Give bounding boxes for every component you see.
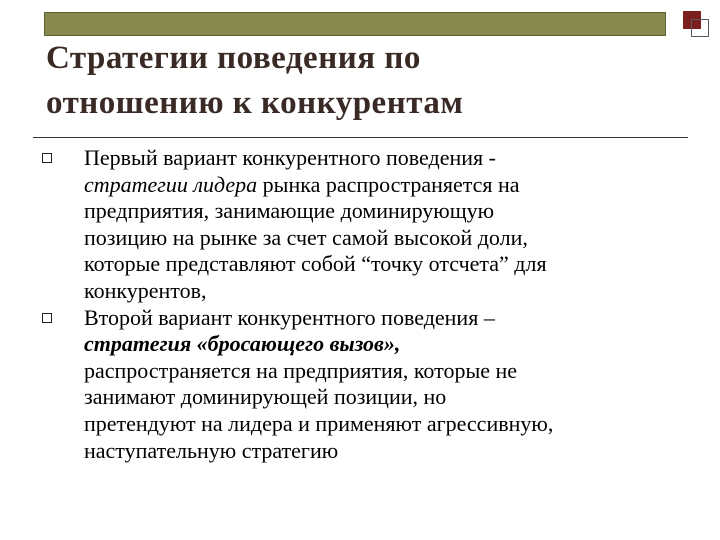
title-line-2: отношению к конкурентам [46,85,464,121]
bullet-line: стратегии лидера рынка распространяется на [84,171,520,197]
title-line-1: Стратегии поведения по [46,40,421,76]
header-accent-bar [44,12,666,36]
strategy-term: стратегия «бросающего вызов», [84,331,401,357]
bullet-item [38,145,688,305]
square-bullet-icon [42,313,52,323]
bullet-line [84,331,400,356]
corner-outline-square [691,19,709,37]
corner-decoration [683,11,709,37]
slide-title [46,36,686,126]
bullet-item [38,305,688,465]
bullet-list [38,145,688,464]
strategy-term: стратегии лидера [84,171,258,197]
bullet-text: Первый вариант конкурентного поведения - стратегии лидера рынка распространяется на предприятия, занимающие доминирующую позицию на рынке за счет самой высокой доли, которые представляют собой “точку отсчета” для конкурентов, [84,145,547,303]
title-divider [33,137,688,138]
square-bullet-icon [42,153,52,163]
bullet-text: Второй вариант конкурентного поведения – стратегия «бросающего вызов», распространяется на предприятия, которые не занимают доминирующей позиции, но претендуют на лидера и применяют агрессивную, наступательную стратегию [84,304,554,463]
